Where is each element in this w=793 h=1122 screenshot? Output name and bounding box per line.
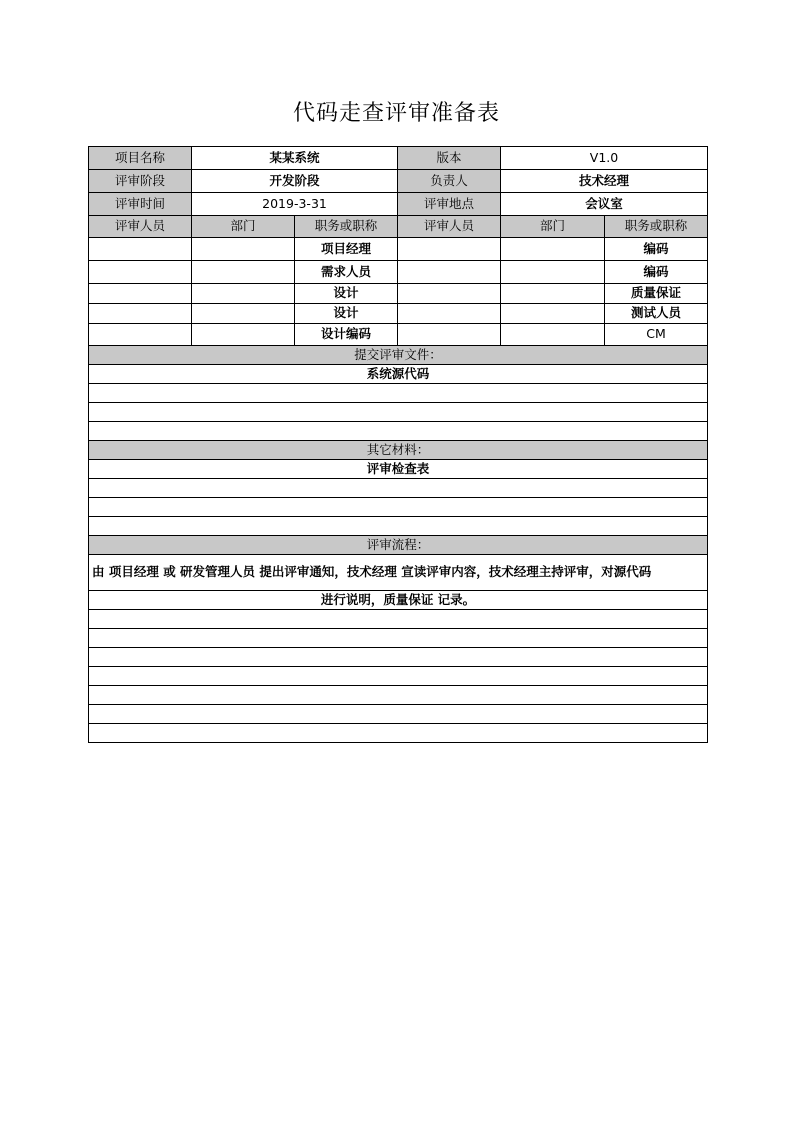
process-label: 评审流程： xyxy=(89,536,708,555)
reviewer-cell xyxy=(89,238,192,261)
info-row-stage xyxy=(89,170,708,193)
location-label: 评审地点 xyxy=(398,193,501,216)
reviewer-row xyxy=(89,304,708,324)
other-materials-line-text xyxy=(89,498,708,517)
reviewer-cell xyxy=(398,324,501,346)
reviewer-row xyxy=(89,284,708,304)
department-cell xyxy=(192,324,295,346)
submit-files-line xyxy=(89,384,708,403)
reviewer-cell xyxy=(89,304,192,324)
owner-label: 负责人 xyxy=(398,170,501,193)
project-name-value: 某某系统 xyxy=(192,147,398,170)
other-materials-line xyxy=(89,498,708,517)
process-line xyxy=(89,610,708,629)
submit-files-line-text: 系统源代码 xyxy=(89,365,708,384)
title-cell: 设计 xyxy=(295,304,398,324)
department-cell xyxy=(192,238,295,261)
submit-files-line xyxy=(89,422,708,441)
other-materials-line-text: 评审检查表 xyxy=(89,460,708,479)
other-materials-header xyxy=(89,441,708,460)
process-line-text xyxy=(89,629,708,648)
process-line xyxy=(89,648,708,667)
department-cell xyxy=(192,284,295,304)
process-line xyxy=(89,686,708,705)
process-line-text xyxy=(89,610,708,629)
process-line-text xyxy=(89,648,708,667)
process-text-row xyxy=(89,555,708,591)
header-reviewer: 评审人员 xyxy=(89,216,192,238)
title-cell: 质量保证 xyxy=(605,284,708,304)
title-cell: 项目经理 xyxy=(295,238,398,261)
reviewer-cell xyxy=(89,284,192,304)
process-line xyxy=(89,705,708,724)
stage-label: 评审阶段 xyxy=(89,170,192,193)
header-reviewer: 评审人员 xyxy=(398,216,501,238)
project-name-label: 项目名称 xyxy=(89,147,192,170)
process-line xyxy=(89,629,708,648)
reviewer-cell xyxy=(398,284,501,304)
department-cell xyxy=(192,304,295,324)
location-value: 会议室 xyxy=(501,193,708,216)
department-cell xyxy=(501,304,605,324)
process-line-text xyxy=(89,667,708,686)
submit-files-line xyxy=(89,403,708,422)
time-label: 评审时间 xyxy=(89,193,192,216)
reviewer-cell xyxy=(89,324,192,346)
process-text-1: 由 项目经理 或 研发管理人员 提出评审通知，技术经理 宣读评审内容，技术经理主持评审，对源代码 xyxy=(89,555,708,591)
submit-files-line-text xyxy=(89,422,708,441)
submit-files-header xyxy=(89,346,708,365)
process-line-text xyxy=(89,724,708,743)
title-cell: 设计编码 xyxy=(295,324,398,346)
info-row-project xyxy=(89,147,708,170)
title-cell: CM xyxy=(605,324,708,346)
submit-files-line-text xyxy=(89,384,708,403)
department-cell xyxy=(501,238,605,261)
version-value: V1.0 xyxy=(501,147,708,170)
info-row-time xyxy=(89,193,708,216)
submit-files-label: 提交评审文件： xyxy=(89,346,708,365)
department-cell xyxy=(501,324,605,346)
process-header xyxy=(89,536,708,555)
version-label: 版本 xyxy=(398,147,501,170)
process-line xyxy=(89,724,708,743)
reviewer-row xyxy=(89,324,708,346)
process-line-text xyxy=(89,705,708,724)
department-cell xyxy=(501,261,605,284)
title-cell: 需求人员 xyxy=(295,261,398,284)
header-department: 部门 xyxy=(192,216,295,238)
reviewer-cell xyxy=(398,261,501,284)
other-materials-line-text xyxy=(89,517,708,536)
submit-files-line xyxy=(89,365,708,384)
header-department: 部门 xyxy=(501,216,605,238)
page-title: 代码走查评审准备表 xyxy=(292,101,500,126)
time-value: 2019-3-31 xyxy=(192,193,398,216)
process-line xyxy=(89,667,708,686)
reviewer-cell xyxy=(398,238,501,261)
submit-files-line-text xyxy=(89,403,708,422)
process-text-2: 进行说明，质量保证 记录。 xyxy=(89,591,708,610)
title-cell: 设计 xyxy=(295,284,398,304)
process-text-row xyxy=(89,591,708,610)
other-materials-label: 其它材料： xyxy=(89,441,708,460)
reviewer-cell xyxy=(89,261,192,284)
owner-value: 技术经理 xyxy=(501,170,708,193)
header-title: 职务或职称 xyxy=(295,216,398,238)
stage-value: 开发阶段 xyxy=(192,170,398,193)
title-cell: 测试人员 xyxy=(605,304,708,324)
other-materials-line xyxy=(89,479,708,498)
reviewer-row xyxy=(89,261,708,284)
title-cell: 编码 xyxy=(605,261,708,284)
other-materials-line xyxy=(89,517,708,536)
header-title: 职务或职称 xyxy=(605,216,708,238)
reviewer-row xyxy=(89,238,708,261)
department-cell xyxy=(192,261,295,284)
title-cell: 编码 xyxy=(605,238,708,261)
other-materials-line xyxy=(89,460,708,479)
department-cell xyxy=(501,284,605,304)
reviewer-cell xyxy=(398,304,501,324)
other-materials-line-text xyxy=(89,479,708,498)
reviewer-header-row xyxy=(89,216,708,238)
process-line-text xyxy=(89,686,708,705)
review-prep-form xyxy=(88,146,708,743)
